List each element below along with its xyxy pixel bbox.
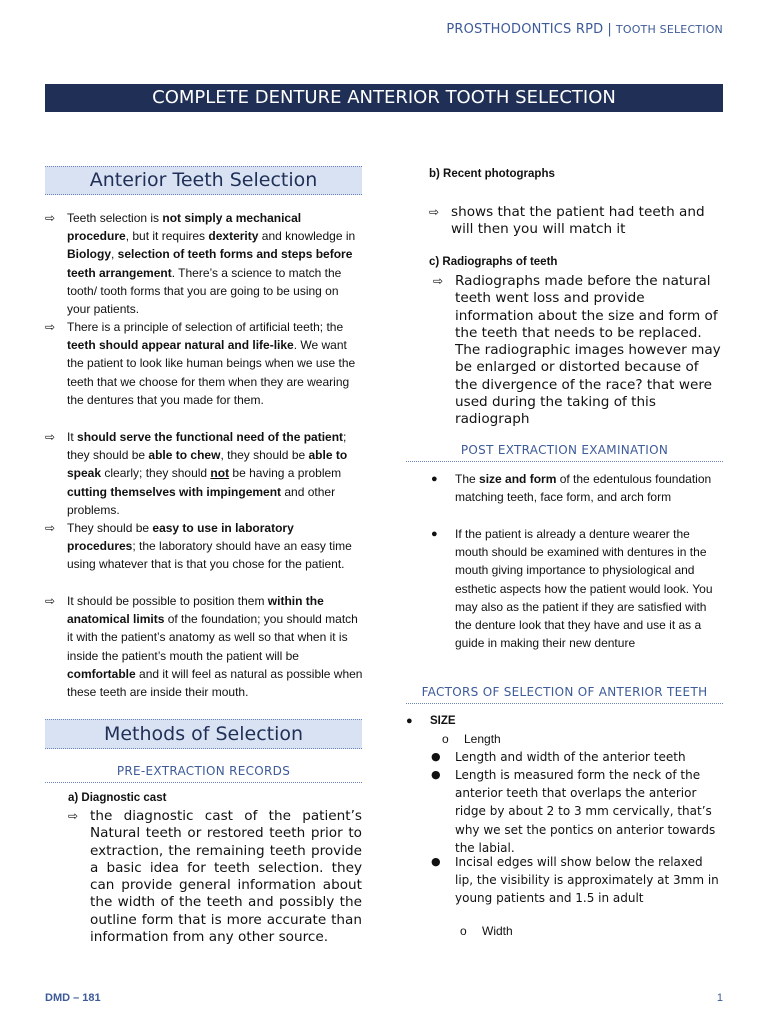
factor-item-1: ● Length and width of the anterior teeth: [431, 748, 723, 766]
post-extraction-item-1: ● The size and form of the edentulous foundation matching teeth, face form, and arch form: [431, 472, 712, 505]
subheading-pre-extraction: PRE-EXTRACTION RECORDS: [116, 764, 291, 778]
paragraph-5: ⇨ It should be possible to position them within the anatomical limits of the foundation; you should match it with the patient’s anatomy as well so that when it is inside the patient’s mouth the patient will be comfortable and it will feel as natural as possible when these teeth are inside their mouth.: [45, 594, 363, 700]
factor-item-3: ● Incisal edges will show below the relaxed lip, the visibility is approximately at 3mm in young patients and 1.5 in adult: [431, 855, 719, 906]
bullet-dot-icon: ●: [431, 768, 441, 781]
item-a-text: the diagnostic cast of the patient’s Natural teeth or restored teeth prior to extraction, the remaining teeth provide a basic idea for teeth selection. they can provide general information about the width of the teeth and possibly the outline form that is more accurate than information from any other source.: [90, 808, 362, 946]
footer-code: DMD – 181: [45, 992, 101, 1004]
section-title-anterior-teeth: Anterior Teeth Selection: [45, 166, 362, 195]
item-c-text: Radiographs made before the natural teeth went loss and provide information about the size and form of the teeth that needs to be replaced. The radiographic images however may be enlarged or distorted because of the divergence of the race? that were used during the taking of this radiograph: [455, 273, 721, 428]
item-b-label: b) Recent photographs: [429, 168, 555, 180]
item-b-text-block: [429, 204, 723, 239]
factor-width: o Width: [460, 922, 722, 940]
item-c-label: c) Radiographs of teeth: [429, 256, 558, 268]
arrow-bullet-icon: ⇨: [45, 521, 56, 535]
header-topic: TOOTH SELECTION: [615, 23, 723, 36]
header-separator: |: [607, 22, 612, 37]
bullet-dot-icon: ●: [406, 715, 413, 727]
paragraph-3: ⇨ It should serve the functional need of the patient; they should be able to chew, they should be able to speak clearly; they should not be having a problem cutting themselves with impingement and other problems.: [45, 430, 348, 517]
divider: [45, 782, 362, 783]
divider: [406, 461, 723, 462]
arrow-bullet-icon: ⇨: [45, 211, 56, 225]
factor-size: ● SIZE: [406, 712, 723, 730]
item-a-label: a) Diagnostic cast: [68, 792, 167, 804]
bullet-dot-icon: ●: [431, 750, 441, 763]
bullet-dot-icon: ●: [431, 855, 441, 868]
page-title-banner: COMPLETE DENTURE ANTERIOR TOOTH SELECTION: [45, 84, 723, 112]
paragraph-4: ⇨ They should be easy to use in laboratory procedures; the laboratory should have an easy time using whatever that is that you chose for the patient.: [45, 521, 352, 572]
bullet-dot-icon: ●: [431, 473, 438, 485]
section-title-methods: Methods of Selection: [45, 719, 362, 749]
item-c-text-block: [433, 273, 723, 429]
divider: [406, 703, 723, 704]
paragraph-2: ⇨ There is a principle of selection of artificial teeth; the teeth should appear natural and life-like. We want the patient to look like human beings when we use the teeth that we choose for them when they are wearing the dentures that you made for them.: [45, 320, 356, 407]
factor-item-2: ● Length is measured form the neck of the anterior teeth that overlaps the anterior ridge by about 2 to 3 mm cervically, that’s why we set the pontics on anterior towards the labial.: [431, 768, 716, 855]
header-course: PROSTHODONTICS RPD: [446, 22, 604, 37]
arrow-bullet-icon: ⇨: [45, 594, 56, 608]
item-b-text: shows that the patient had teeth and will then you will match it: [451, 204, 705, 238]
circle-bullet-icon: o: [460, 924, 467, 938]
subheading-post-extraction: POST EXTRACTION EXAMINATION: [460, 443, 669, 457]
factor-length: o Length: [442, 730, 722, 748]
post-extraction-item-2: ● If the patient is already a denture wearer the mouth should be examined with dentures in the mouth giving importance to physiological and esthetic aspects how the patient would look. You may also as the patient if they are satisfied with the denture look that they have and use it as a guide in making their new denture: [431, 527, 713, 651]
running-header: [446, 22, 723, 37]
paragraph-1: ⇨ Teeth selection is not simply a mechanical procedure, but it requires dexterity and knowledge in Biology, selection of teeth forms and steps before teeth arrangement. There’s a science to match the tooth/ tooth forms that you are going to be using on your patients.: [45, 211, 356, 317]
arrow-bullet-icon: ⇨: [429, 205, 440, 219]
arrow-bullet-icon: ⇨: [433, 274, 444, 288]
arrow-bullet-icon: ⇨: [45, 430, 56, 444]
arrow-bullet-icon: ⇨: [68, 809, 79, 823]
arrow-bullet-icon: ⇨: [45, 320, 56, 334]
circle-bullet-icon: o: [442, 732, 449, 746]
subheading-factors: FACTORS OF SELECTION OF ANTERIOR TEETH: [421, 685, 708, 699]
bullet-dot-icon: ●: [431, 528, 438, 540]
page-number: 1: [716, 992, 723, 1004]
item-a-text-block: [68, 808, 362, 946]
